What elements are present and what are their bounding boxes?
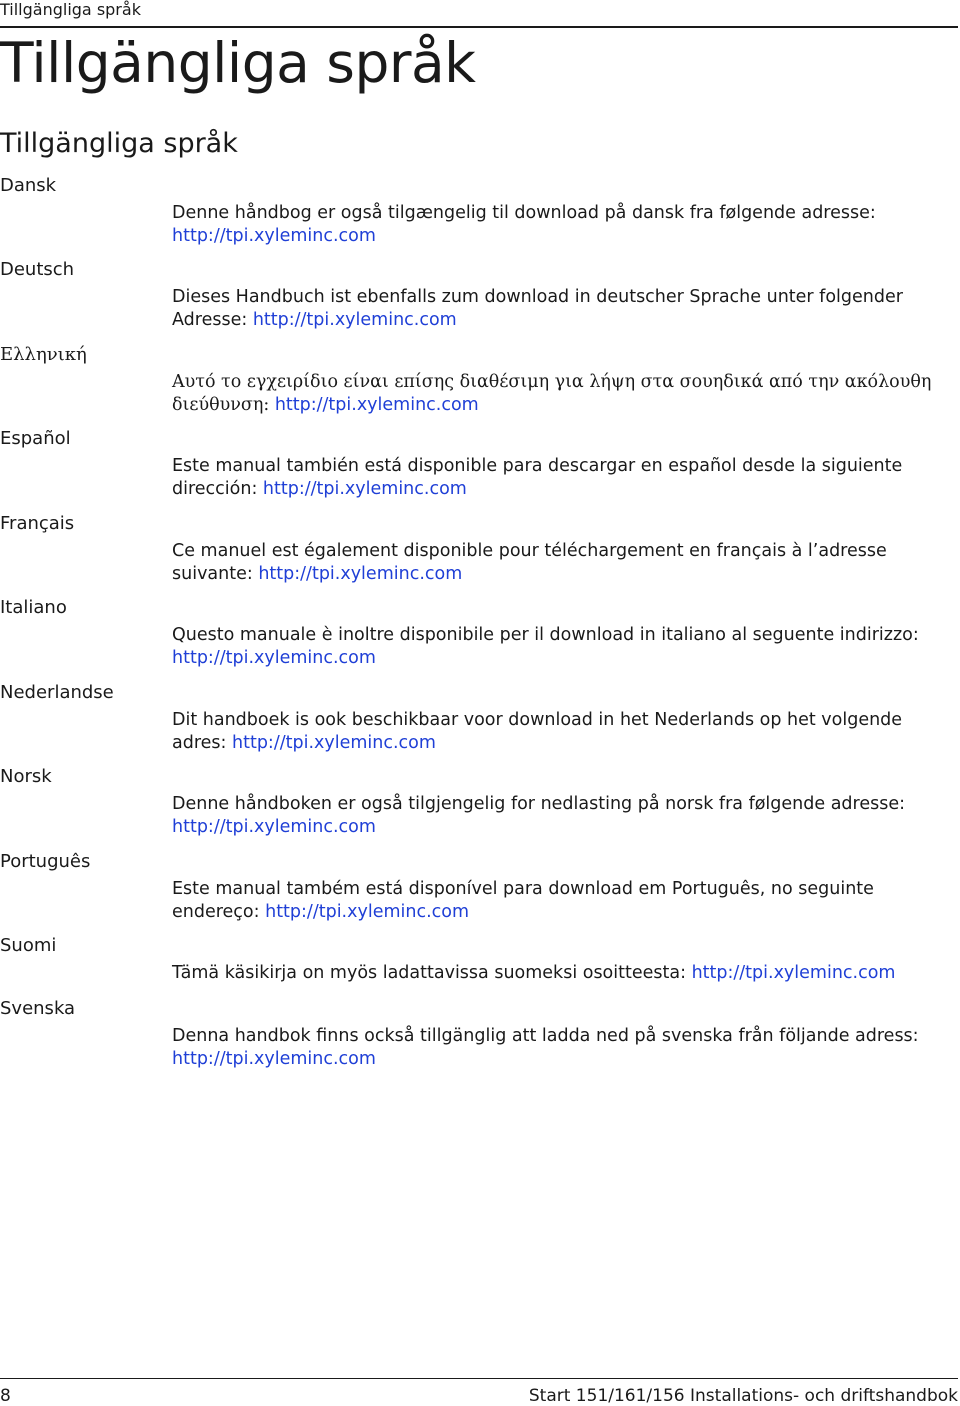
language-description-text: Denne håndbog er også tilgængelig til download på dansk fra følgende adresse: — [172, 203, 876, 223]
language-label: Dansk — [0, 175, 57, 196]
language-label: Nederlandse — [0, 682, 114, 703]
language-label: Español — [0, 428, 71, 449]
section-title: Tillgängliga språk — [0, 128, 238, 159]
language-description-text: Denne håndboken er også tilgjengelig for nedlasting på norsk fra følgende adresse: — [172, 794, 906, 814]
chapter-title: Tillgängliga språk — [0, 31, 476, 95]
download-link[interactable]: http://tpi.xyleminc.com — [691, 963, 896, 983]
download-link[interactable]: http://tpi.xyleminc.com — [172, 1049, 376, 1069]
language-description — [172, 455, 958, 501]
language-label: Português — [0, 851, 91, 872]
language-label: Norsk — [0, 766, 52, 787]
manual-title: Start 151/161/156 Installations- och driftshandbok — [528, 1386, 958, 1406]
language-label: Ελληνική — [0, 344, 87, 365]
download-link[interactable]: http://tpi.xyleminc.com — [274, 395, 479, 415]
download-link[interactable]: http://tpi.xyleminc.com — [262, 479, 467, 499]
download-link[interactable]: http://tpi.xyleminc.com — [172, 226, 376, 246]
language-label: Français — [0, 513, 75, 534]
language-description-text: Dieses Handbuch ist ebenfalls zum download in deutscher Sprache unter folgender Adresse: — [172, 287, 903, 330]
language-description-text: Dit handboek is ook beschikbaar voor download in het Nederlands op het volgende adres: — [172, 710, 903, 753]
footer-rule — [0, 1378, 958, 1379]
download-link[interactable]: http://tpi.xyleminc.com — [232, 733, 436, 753]
download-link[interactable]: http://tpi.xyleminc.com — [258, 564, 463, 584]
language-description-text: Denna handbok finns också tillgänglig att ladda ned på svenska från följande adress: — [172, 1026, 919, 1046]
language-description — [172, 709, 958, 755]
language-label: Suomi — [0, 935, 57, 956]
download-link[interactable]: http://tpi.xyleminc.com — [172, 648, 376, 668]
language-description — [172, 286, 958, 332]
language-label: Deutsch — [0, 259, 75, 280]
language-description-text: Ce manuel est également disponible pour téléchargement en français à l’adresse suivante: — [172, 541, 887, 584]
language-description-text: Αυτό το εγχειρίδιο είναι επίσης διαθέσιμη για λήψη στα σουηδικά από την ακόλουθη διεύθυνση: — [172, 372, 932, 415]
page-number: 8 — [0, 1386, 11, 1406]
language-description — [172, 793, 958, 839]
download-link[interactable]: http://tpi.xyleminc.com — [265, 902, 470, 922]
language-description — [172, 1025, 958, 1071]
language-description-text: Este manual também está disponível para download em Português, no seguinte endereço: — [172, 879, 874, 922]
language-description — [172, 202, 958, 248]
language-description — [172, 962, 958, 985]
language-label: Svenska — [0, 998, 76, 1019]
language-description-text: Tämä käsikirja on myös ladattavissa suomeksi osoitteesta: — [172, 963, 692, 983]
language-description-text: Este manual también está disponible para descargar en español desde la siguiente dirección: — [172, 456, 903, 499]
download-link[interactable]: http://tpi.xyleminc.com — [172, 817, 376, 837]
language-description — [172, 540, 958, 586]
language-description — [172, 878, 958, 924]
running-header: Tillgängliga språk — [0, 0, 141, 19]
language-description — [172, 624, 958, 670]
language-description-text: Questo manuale è inoltre disponibile per il download in italiano al seguente indirizzo: — [172, 625, 919, 645]
language-label: Italiano — [0, 597, 67, 618]
download-link[interactable]: http://tpi.xyleminc.com — [252, 310, 457, 330]
language-description — [172, 371, 958, 417]
